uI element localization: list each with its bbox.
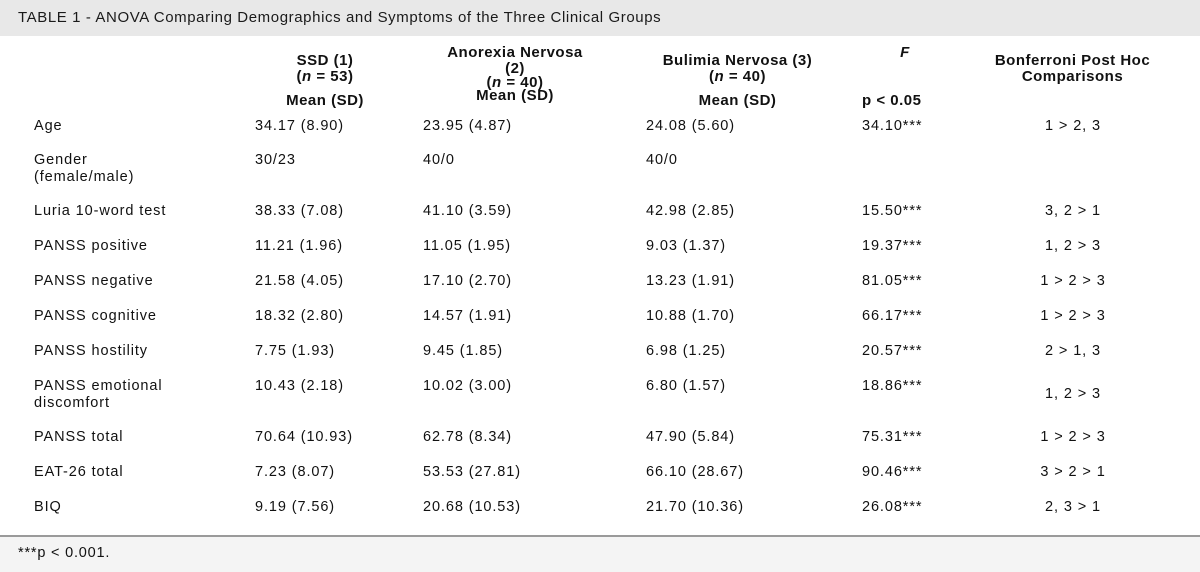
cell-posthoc: 1 > 2 > 3 xyxy=(1040,429,1106,445)
header-ssd xyxy=(255,53,395,109)
cell-ssd: 34.17 (8.90) xyxy=(255,118,344,134)
cell-posthoc: 1, 2 > 3 xyxy=(1045,238,1101,254)
cell-f: 34.10*** xyxy=(862,118,923,134)
header-an xyxy=(410,45,620,104)
cell-an: 14.57 (1.91) xyxy=(423,308,512,324)
header-an-group: (2) xyxy=(505,60,525,77)
cell-posthoc: 1 > 2, 3 xyxy=(1045,118,1101,134)
cell-bn: 47.90 (5.84) xyxy=(646,429,735,445)
cell-ssd: 7.75 (1.93) xyxy=(255,343,336,359)
header-an-name: Anorexia Nervosa xyxy=(447,44,583,61)
cell-an: 17.10 (2.70) xyxy=(423,273,512,289)
cell-ssd: 70.64 (10.93) xyxy=(255,429,353,445)
n-value: = 40) xyxy=(724,68,766,85)
cell-bn: 10.88 (1.70) xyxy=(646,308,735,324)
header-bn-stat: Mean (SD) xyxy=(698,92,777,109)
row-label: PANSS cognitive xyxy=(34,308,157,324)
cell-posthoc: 1 > 2 > 3 xyxy=(1040,308,1106,324)
cell-f: 66.17*** xyxy=(862,308,923,324)
row-label-line2: (female/male) xyxy=(34,169,135,185)
header-f-name: F xyxy=(900,44,910,61)
cell-posthoc: 1 > 2 > 3 xyxy=(1040,273,1106,289)
n-open: ( xyxy=(296,68,303,85)
cell-an: 10.02 (3.00) xyxy=(423,378,512,394)
cell-ssd: 18.32 (2.80) xyxy=(255,308,344,324)
cell-posthoc: 2, 3 > 1 xyxy=(1045,499,1101,515)
cell-f: 90.46*** xyxy=(862,464,923,480)
cell-ssd: 7.23 (8.07) xyxy=(255,464,336,480)
cell-an: 23.95 (4.87) xyxy=(423,118,512,134)
row-label: Luria 10-word test xyxy=(34,203,167,219)
cell-an: 62.78 (8.34) xyxy=(423,429,512,445)
cell-f: 18.86*** xyxy=(862,378,923,394)
row-label: EAT-26 total xyxy=(34,464,124,480)
footnote: ***p < 0.001. xyxy=(18,545,111,561)
cell-an: 11.05 (1.95) xyxy=(423,238,511,254)
cell-bn: 6.98 (1.25) xyxy=(646,343,727,359)
header-posthoc xyxy=(955,53,1190,85)
n-value: = 40) xyxy=(501,74,544,91)
cell-posthoc: 3 > 2 > 1 xyxy=(1040,464,1106,480)
row-label: PANSS negative xyxy=(34,273,154,289)
n-var: n xyxy=(302,68,312,85)
cell-f: 75.31*** xyxy=(862,429,923,445)
header-an-stat: Mean (SD) xyxy=(476,87,554,104)
cell-posthoc: 1, 2 > 3 xyxy=(1045,386,1101,402)
row-label-line2: discomfort xyxy=(34,395,110,411)
cell-bn: 21.70 (10.36) xyxy=(646,499,744,515)
cell-bn: 13.23 (1.91) xyxy=(646,273,735,289)
n-open: ( xyxy=(709,68,715,85)
table-title-bar xyxy=(0,0,1200,36)
header-ssd-name: SSD (1) xyxy=(296,52,354,69)
header-bn-name: Bulimia Nervosa (3) xyxy=(662,52,813,69)
cell-f: 81.05*** xyxy=(862,273,923,289)
n-var: n xyxy=(492,74,502,91)
cell-an: 20.68 (10.53) xyxy=(423,499,521,515)
cell-f: 26.08*** xyxy=(862,499,923,515)
header-ssd-n xyxy=(255,69,395,85)
footnote-bar xyxy=(0,537,1200,572)
cell-an: 40/0 xyxy=(423,152,455,168)
cell-bn: 42.98 (2.85) xyxy=(646,203,735,219)
cell-f: 20.57*** xyxy=(862,343,923,359)
cell-ssd: 10.43 (2.18) xyxy=(255,378,344,394)
row-label xyxy=(34,152,134,186)
cell-f: 19.37*** xyxy=(862,238,923,254)
cell-bn: 9.03 (1.37) xyxy=(646,238,727,254)
header-posthoc-line1: Bonferroni Post Hoc xyxy=(994,52,1151,69)
header-bn-n xyxy=(625,69,850,85)
cell-ssd: 9.19 (7.56) xyxy=(255,499,336,515)
row-label: Age xyxy=(34,118,63,134)
table-title: TABLE 1 - ANOVA Comparing Demographics and Symptoms of the Three Clinical Groups xyxy=(18,9,662,26)
header-f-stat: p < 0.05 xyxy=(862,92,922,109)
cell-bn: 66.10 (28.67) xyxy=(646,464,744,480)
n-value: = 53) xyxy=(311,68,354,85)
cell-f: 15.50*** xyxy=(862,203,923,219)
cell-bn: 40/0 xyxy=(646,152,678,168)
header-bn xyxy=(625,53,850,109)
row-label: PANSS positive xyxy=(34,238,148,254)
cell-posthoc: 3, 2 > 1 xyxy=(1045,203,1101,219)
cell-an: 53.53 (27.81) xyxy=(423,464,521,480)
cell-posthoc: 2 > 1, 3 xyxy=(1045,343,1101,359)
header-posthoc-line2: Comparisons xyxy=(1021,68,1124,85)
header-ssd-stat: Mean (SD) xyxy=(286,92,364,109)
row-label-line1: Gender xyxy=(34,152,88,168)
row-label: BIQ xyxy=(34,499,62,515)
row-label: PANSS total xyxy=(34,429,124,445)
n-var: n xyxy=(714,68,725,85)
cell-bn: 6.80 (1.57) xyxy=(646,378,727,394)
cell-ssd: 30/23 xyxy=(255,152,296,168)
row-label: PANSS hostility xyxy=(34,343,148,359)
header-f xyxy=(862,45,948,109)
cell-bn: 24.08 (5.60) xyxy=(646,118,735,134)
cell-an: 41.10 (3.59) xyxy=(423,203,512,219)
row-label xyxy=(34,378,162,412)
cell-ssd: 11.21 (1.96) xyxy=(255,238,343,254)
row-label-line1: PANSS emotional xyxy=(34,378,163,394)
cell-ssd: 21.58 (4.05) xyxy=(255,273,344,289)
n-open: ( xyxy=(486,74,493,91)
cell-an: 9.45 (1.85) xyxy=(423,343,504,359)
cell-ssd: 38.33 (7.08) xyxy=(255,203,344,219)
